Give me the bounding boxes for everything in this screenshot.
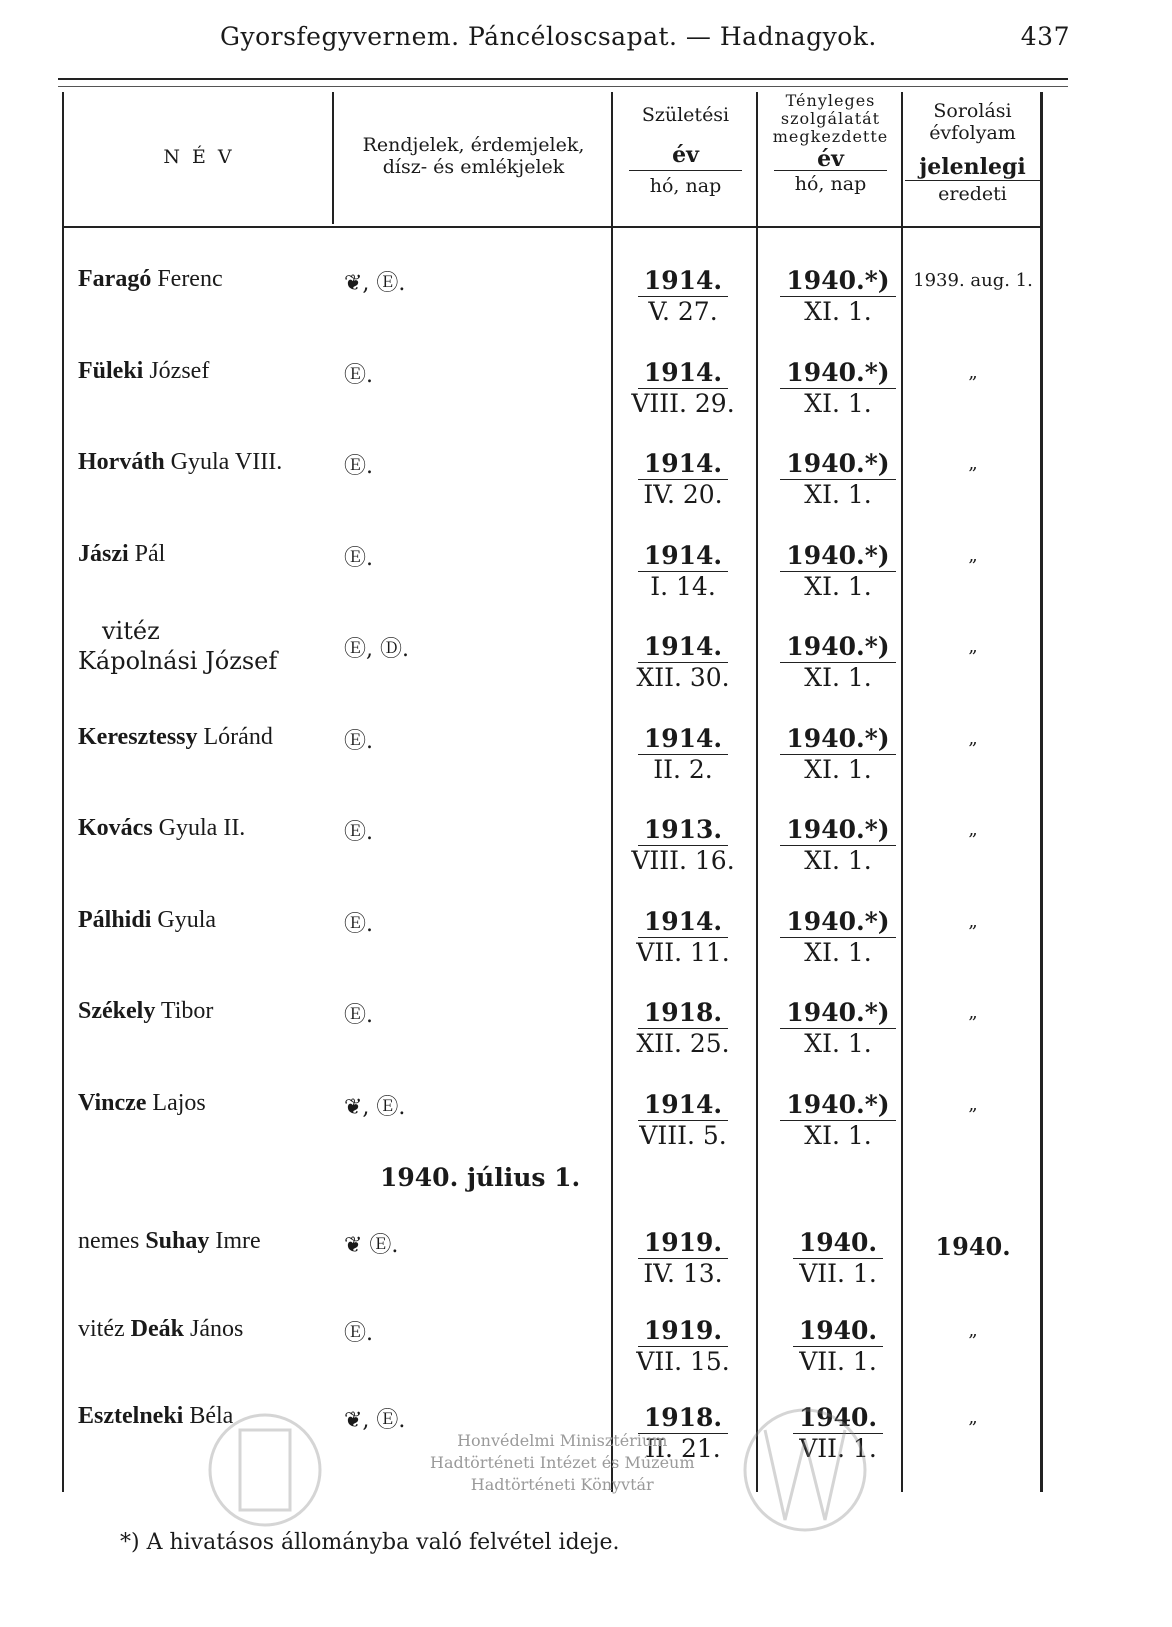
class-year: „ <box>968 819 978 840</box>
section-heading: 1940. július 1. <box>380 1163 581 1192</box>
service-year: 1940.*) <box>780 541 895 572</box>
surname: Keresztessy <box>78 723 198 750</box>
class-year: „ <box>968 727 978 749</box>
page-title: Gyorsfegyvernem. Páncéloscsapat. — Hadnagyok. <box>220 22 877 51</box>
class-year: „ <box>968 1002 978 1023</box>
service-month-day: XI. 1. <box>804 571 872 601</box>
class-header-current: jelenlegi <box>905 156 1040 181</box>
service-year: 1940.*) <box>780 907 895 938</box>
stamp-line2: Hadtörténeti Intézet és Múzeum <box>430 1453 695 1472</box>
birth-date <box>618 266 748 327</box>
class-year: 1940. <box>935 1232 1011 1261</box>
given-name: Gyula VIII. <box>170 449 283 475</box>
birth-year: 1914. <box>638 541 728 572</box>
class-year: „ <box>968 636 978 657</box>
class-header-line1: Sorolási <box>933 100 1012 122</box>
table-row <box>66 523 1066 613</box>
service-header-year: év <box>774 150 887 171</box>
decorations: Ⓔ. <box>344 820 373 845</box>
decorations: ❦, Ⓔ. <box>344 1094 406 1120</box>
service-month-day: VII. 1. <box>799 1347 877 1376</box>
service-month-day: VII. 1. <box>799 1259 877 1288</box>
decorations: Ⓔ. <box>344 454 373 479</box>
service-year: 1940.*) <box>780 266 895 297</box>
officer-name <box>78 616 277 676</box>
birth-month-day: VIII. 29. <box>631 388 735 418</box>
service-header-line2: szolgálatát <box>780 109 881 128</box>
table-row <box>66 1072 1066 1162</box>
name-prefix: nemes <box>78 1228 140 1254</box>
archive-stamp-text <box>430 1430 695 1496</box>
surname: Faragó <box>78 266 152 292</box>
birth-year: 1919. <box>638 1316 728 1347</box>
service-month-day: VII. 1. <box>799 1434 877 1463</box>
surname: Székely <box>78 998 156 1024</box>
birth-month-day: IV. 13. <box>643 1259 723 1288</box>
service-start <box>768 815 908 876</box>
birth-header-label: Születési <box>641 104 730 126</box>
service-header-sub: hó, nap <box>794 173 867 195</box>
birth-month-day: XII. 30. <box>636 663 730 692</box>
service-month-day: XI. 1. <box>804 297 872 326</box>
service-month-day: XI. 1. <box>804 480 872 509</box>
class-year: 1939. aug. 1. <box>913 270 1033 291</box>
decorations: Ⓔ. <box>344 728 373 754</box>
service-month-day: XI. 1. <box>804 846 872 875</box>
birth-month-day: IV. 20. <box>643 480 723 509</box>
given-name: Gyula <box>157 906 217 933</box>
surname: Esztelneki <box>78 1403 184 1429</box>
service-start <box>768 266 908 327</box>
header-bottom-rule <box>62 226 1042 228</box>
birth-header-sub: hó, nap <box>649 175 722 197</box>
service-month-day: XI. 1. <box>804 1029 872 1058</box>
table-row <box>66 431 1066 521</box>
service-year: 1940.*) <box>780 632 895 663</box>
top-rule <box>58 78 1068 80</box>
officer-name <box>78 1316 243 1343</box>
service-start <box>768 1316 908 1377</box>
column-header-name-label: N É V <box>163 146 235 168</box>
given-name: Ferenc <box>157 266 223 292</box>
table-border-left <box>62 92 64 1492</box>
service-year: 1940.*) <box>780 1090 895 1121</box>
birth-header-year: év <box>629 144 742 171</box>
birth-date <box>618 358 748 419</box>
birth-year: 1914. <box>638 449 728 480</box>
table-row <box>66 614 1066 704</box>
decorations: ❦ Ⓔ. <box>344 1233 399 1258</box>
footnote: *) A hivatásos állományba való felvétel ideje. <box>120 1530 620 1555</box>
page-number: 437 <box>1020 22 1070 51</box>
birth-month-day: VIII. 5. <box>639 1120 727 1150</box>
service-year: 1940.*) <box>780 449 895 480</box>
decorations: Ⓔ. <box>344 1003 373 1028</box>
birth-date <box>618 998 748 1059</box>
surname: Deák <box>130 1316 184 1342</box>
table-row <box>66 889 1066 979</box>
service-month-day: XI. 1. <box>804 663 872 692</box>
service-start <box>768 907 908 968</box>
column-header-decorations <box>336 134 611 178</box>
given-name: Lajos <box>152 1089 206 1116</box>
column-header-name <box>66 146 332 168</box>
birth-month-day: V. 27. <box>648 297 718 326</box>
given-name: József <box>149 357 210 384</box>
decorations: Ⓔ. <box>344 911 373 937</box>
officer-name <box>78 1090 206 1117</box>
column-header-birth <box>615 104 756 197</box>
birth-year: 1914. <box>638 266 728 297</box>
service-month-day: XI. 1. <box>804 937 872 967</box>
officer-name <box>78 266 223 293</box>
table-row <box>66 706 1066 796</box>
birth-month-day: XII. 25. <box>636 1029 730 1058</box>
service-year: 1940. <box>793 1316 883 1347</box>
birth-date <box>618 815 748 876</box>
service-month-day: XI. 1. <box>804 754 872 784</box>
birth-month-day: VIII. 16. <box>631 846 735 875</box>
given-name: Béla <box>189 1403 234 1429</box>
birth-date <box>618 1316 748 1377</box>
given-name: Tibor <box>160 998 214 1024</box>
column-header-service <box>760 92 901 197</box>
service-header-line3: megkezdette <box>772 127 889 146</box>
stamp-line3: Hadtörténeti Könyvtár <box>470 1475 654 1494</box>
decorations: Ⓔ. <box>344 362 373 388</box>
column-divider-name <box>332 92 334 224</box>
service-year: 1940.*) <box>780 815 895 846</box>
service-year: 1940.*) <box>780 998 895 1029</box>
class-year: „ <box>968 1320 978 1341</box>
service-year: 1940.*) <box>780 724 895 755</box>
name-prefix: vitéz <box>78 1316 125 1342</box>
officer-name <box>78 541 165 568</box>
service-year: 1940.*) <box>780 358 895 389</box>
birth-month-day: VII. 11. <box>636 937 730 967</box>
birth-year: 1914. <box>638 724 728 755</box>
table-row <box>66 1298 1066 1388</box>
class-header-original: eredeti <box>938 183 1007 205</box>
birth-month-day: I. 14. <box>650 571 716 601</box>
surname: Suhay <box>145 1228 210 1254</box>
running-head <box>220 14 1120 54</box>
surname: Horváth <box>78 449 165 475</box>
top-rule-thin <box>58 86 1068 87</box>
decorations: Ⓔ. <box>344 545 373 571</box>
service-start <box>768 358 908 419</box>
table-row <box>66 980 1066 1070</box>
given-name: János <box>189 1316 244 1342</box>
officer-name <box>78 449 282 476</box>
birth-year: 1914. <box>638 1090 728 1121</box>
service-year: 1940. <box>793 1228 883 1259</box>
service-start <box>768 1090 908 1151</box>
surname: Kápolnási <box>78 647 198 675</box>
birth-year: 1918. <box>638 998 728 1029</box>
birth-date <box>618 449 748 510</box>
birth-date <box>618 724 748 785</box>
birth-year: 1919. <box>638 1228 728 1259</box>
birth-year: 1918. <box>638 1403 728 1434</box>
service-year: 1940. <box>793 1403 883 1434</box>
surname: Jászi <box>78 540 129 567</box>
table-row <box>66 1210 1066 1300</box>
birth-year: 1914. <box>638 358 728 389</box>
decorations: ❦, Ⓔ. <box>344 271 406 296</box>
class-header-line2: évfolyam <box>929 122 1016 144</box>
service-start <box>768 1228 908 1289</box>
class-year: „ <box>968 361 978 383</box>
birth-date <box>618 632 748 693</box>
given-name: Gyula II. <box>158 815 246 841</box>
service-start <box>768 724 908 785</box>
column-header-class <box>905 100 1040 205</box>
service-start <box>768 449 908 510</box>
surname: Pálhidi <box>78 906 152 933</box>
officer-name <box>78 998 213 1025</box>
birth-date <box>618 907 748 968</box>
birth-year: 1914. <box>638 907 728 938</box>
decorations: ❦, Ⓔ. <box>344 1408 406 1433</box>
officer-name <box>78 815 245 842</box>
surname: Kovács <box>78 815 153 841</box>
decorations: Ⓔ, Ⓓ. <box>344 637 409 662</box>
decorations-header-line1: Rendjelek, érdemjelek, <box>362 134 585 156</box>
table-row <box>66 797 1066 887</box>
given-name: Pál <box>134 540 166 567</box>
birth-year: 1913. <box>638 815 728 846</box>
birth-month-day: VII. 15. <box>636 1347 730 1376</box>
table-row <box>66 248 1066 338</box>
class-year: „ <box>968 544 978 566</box>
given-name: Lóránd <box>203 723 273 750</box>
service-month-day: XI. 1. <box>804 1120 872 1150</box>
birth-date <box>618 1090 748 1151</box>
decorations-header-line2: dísz- és emlékjelek <box>382 156 565 178</box>
stamp-line1: Honvédelmi Minisztérium <box>457 1431 668 1450</box>
decorations: Ⓔ. <box>344 1321 373 1346</box>
birth-month-day: II. 21. <box>645 1434 721 1463</box>
service-header-line1: Tényleges <box>785 91 876 110</box>
service-start <box>768 632 908 693</box>
officer-name <box>78 724 273 751</box>
birth-month-day: II. 2. <box>653 754 713 784</box>
birth-date <box>618 541 748 602</box>
birth-date <box>618 1228 748 1289</box>
surname: Vincze <box>78 1089 147 1116</box>
service-month-day: XI. 1. <box>804 388 872 418</box>
table-row <box>66 340 1066 430</box>
given-name: József <box>205 647 278 675</box>
officer-name <box>78 907 216 934</box>
surname: Füleki <box>78 357 144 384</box>
class-year: „ <box>968 453 978 474</box>
service-start <box>768 541 908 602</box>
class-year: „ <box>968 1093 978 1115</box>
name-prefix: vitéz <box>102 617 160 645</box>
class-year: „ <box>968 910 978 932</box>
officer-name <box>78 1228 261 1255</box>
service-start <box>768 998 908 1059</box>
birth-year: 1914. <box>638 632 728 663</box>
class-year: „ <box>968 1407 978 1428</box>
officer-name <box>78 358 209 385</box>
given-name: Imre <box>215 1228 261 1254</box>
